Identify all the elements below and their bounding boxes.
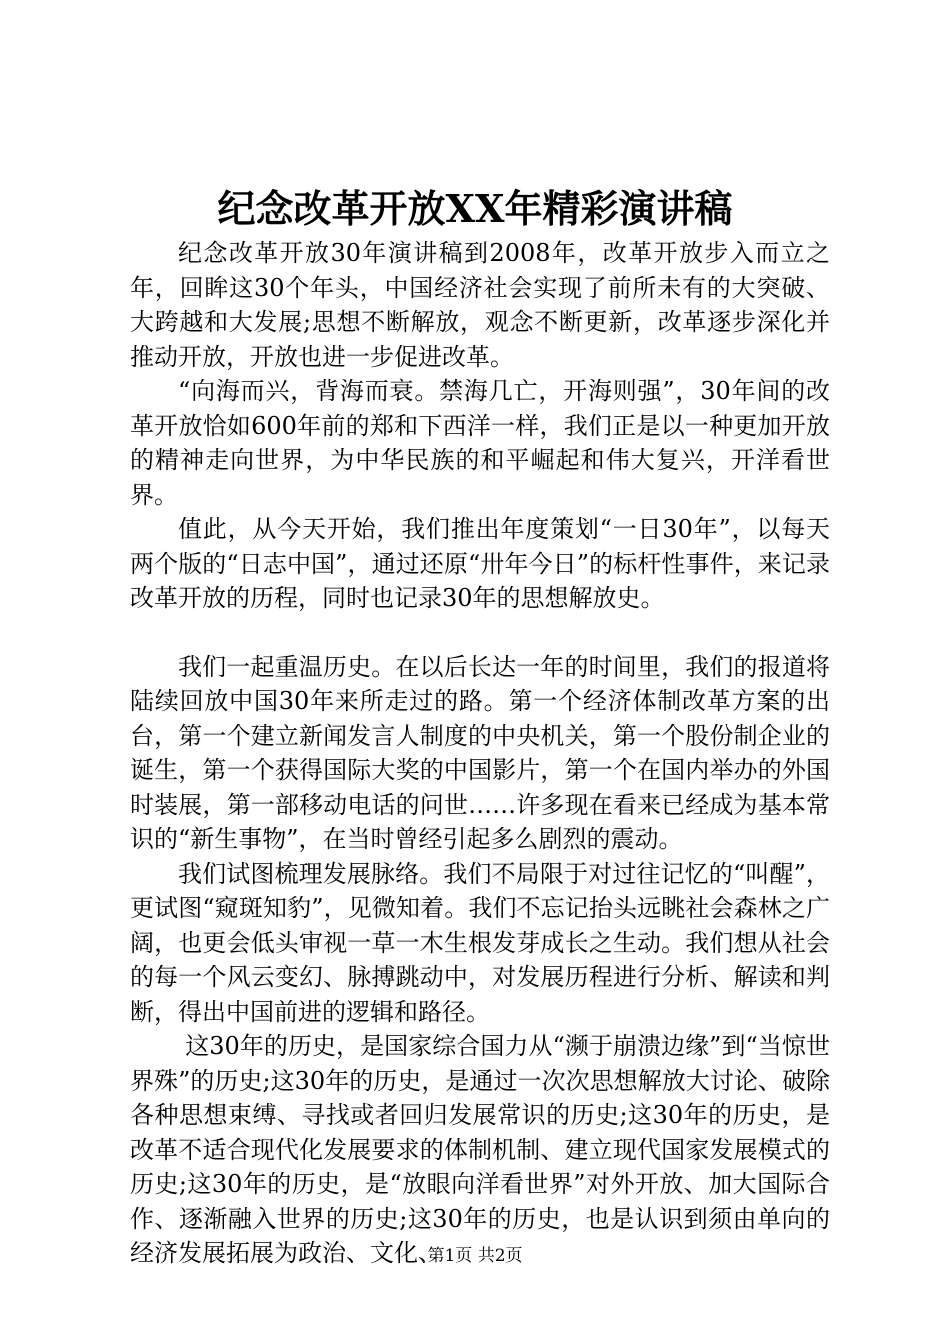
paragraph-1: 纪念改革开放30年演讲稿到2008年，改革开放步入而立之年，回眸这30个年头，中国经济社会实现了前所未有的大突破、大跨越和大发展;思想不断解放，观念不断更新，改革逐步深化并推动开放，开放也进一步促进改革。 bbox=[130, 239, 830, 371]
paragraph-spacer bbox=[130, 616, 830, 650]
document-title: 纪念改革开放XX年精彩演讲稿 bbox=[217, 186, 733, 231]
paragraph-2: “向海而兴，背海而衰。禁海几亡，开海则强”，30年间的改革开放恰如600年前的郑和下西洋一样，我们正是以一种更加开放的精神走向世界，为中华民族的和平崛起和伟大复兴，开洋看世界。 bbox=[130, 377, 830, 509]
document-body bbox=[130, 236, 830, 1271]
page-footer: 第1页 共2页 bbox=[427, 1246, 523, 1266]
paragraph-5: 我们试图梳理发展脉络。我们不局限于对过往记忆的“叫醒”，更试图“窥斑知豹”，见微知着。我们不忘记抬头远眺社会森林之广阔，也更会低头审视一草一木生根发芽成长之生动。我们想从社会的每一个风云变幻、脉搏跳动中，对发展历程进行分析、解读和判断，得出中国前进的逻辑和路径。 bbox=[130, 859, 830, 1026]
paragraph-4: 我们一起重温历史。在以后长达一年的时间里，我们的报道将陆续回放中国30年来所走过的路。第一个经济体制改革方案的出台，第一个建立新闻发言人制度的中央机关，第一个股份制企业的诞生，第一个获得国际大奖的中国影片，第一个在国内举办的外国时装展，第一部移动电话的问世……许多现在看来已经成为基本常识的“新生事物”，在当时曾经引起多么剧烈的震动。 bbox=[130, 652, 830, 853]
paragraph-3: 值此，从今天开始，我们推出年度策划“一日30年”，以每天两个版的“日志中国”，通过还原“卅年今日”的标杆性事件，来记录改革开放的历程，同时也记录30年的思想解放史。 bbox=[130, 515, 830, 612]
paragraph-6: 这30年的历史，是国家综合国力从“濒于崩溃边缘”到“当惊世界殊”的历史;这30年的历史，是通过一次次思想解放大讨论、破除各种思想束缚、寻找或者回归发展常识的历史;这30年的历史，是改革不适合现代化发展要求的体制机制、建立现代国家发展模式的历史;这30年的历史，是“放眼向洋看世界”对外开放、加大国际合作、逐渐融入世界的历史;这30年的历史，也是认识到须由单向的经济发展拓展为政治、文化、 bbox=[130, 1032, 830, 1267]
